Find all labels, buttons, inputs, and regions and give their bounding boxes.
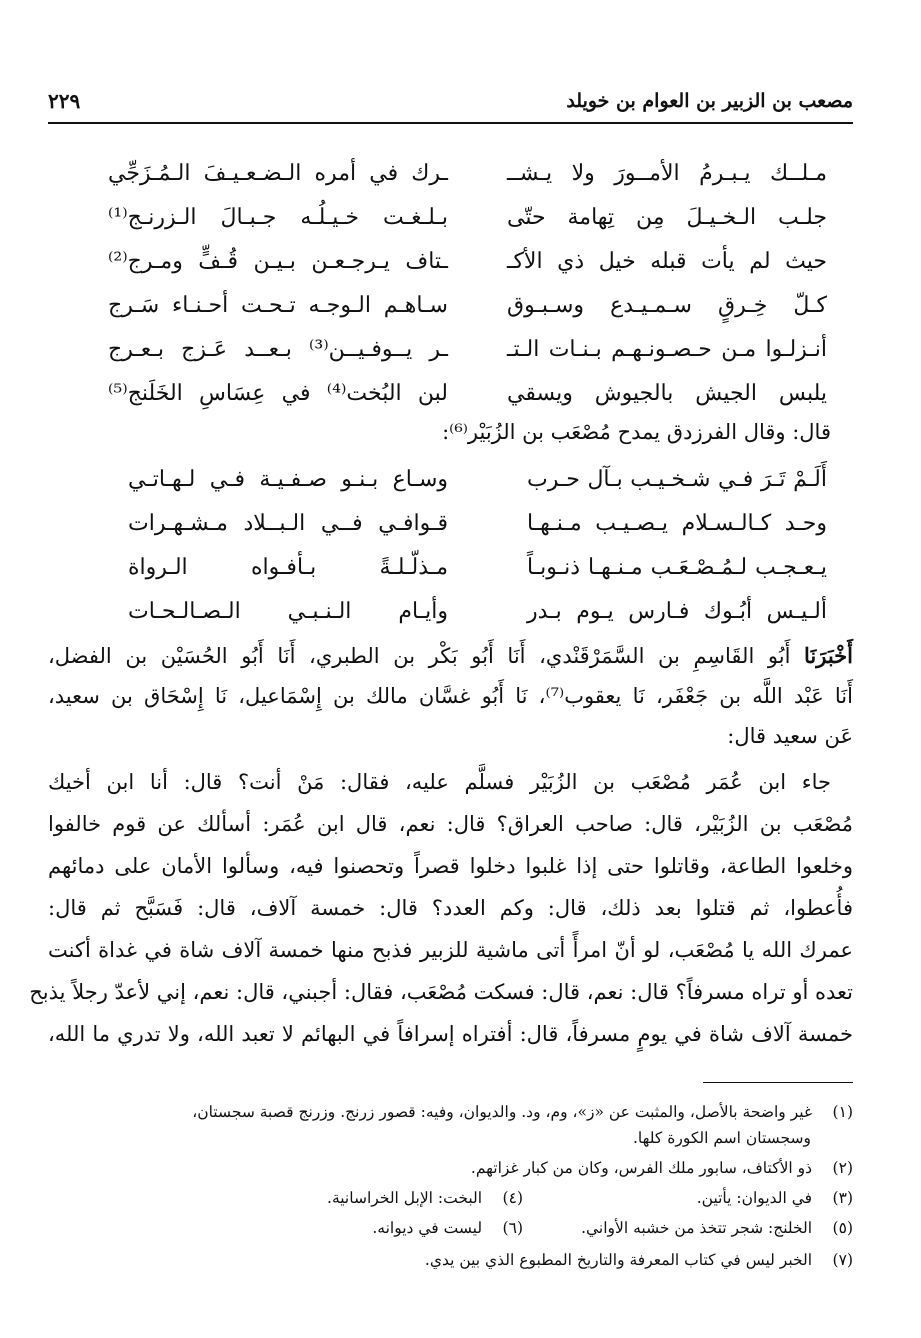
footnote-row-5-6 — [48, 1214, 853, 1242]
page-number: ٢٢٩ — [48, 89, 81, 113]
poem-2-intro: قال: وقال الفرزدق يمدح مُصْعَب بن الزُبَيْر⁽⁶⁾: — [442, 420, 831, 444]
footnote-text: البخت: الإبل الخراسانية. — [327, 1189, 483, 1207]
footnote-1-continued: وسجستان اسم الكورة كلها. — [633, 1129, 811, 1147]
verse-row — [48, 284, 853, 328]
footnote-text: ليست في ديوانه. — [372, 1219, 483, 1237]
narrative-line: جاء ابن عُمَر مُصْعَب بن الزُبَيْر فسلَّم عليه، فقال: مَنْ أنت؟ قال: أنا ابن أخيك — [48, 770, 831, 794]
verse-second-hemistich: ـر يــوفـيــن⁽³⁾ بـعــد عَـزج بـعـرج — [108, 337, 448, 362]
verse-first-hemistich: أَلَـمْ تَـرَ فـي شـخـيـب بـآل حـرب — [527, 467, 827, 492]
verse-row — [48, 328, 853, 372]
footnote-number: (٦) — [502, 1219, 523, 1237]
footnote-1 — [48, 1098, 853, 1126]
verse-second-hemistich: وسـاع بـنـو صـفـيـة فـي لـهـاتـي — [128, 467, 448, 492]
verse-row — [48, 458, 853, 502]
footnote-number: (٧) — [832, 1251, 853, 1269]
running-title: مصعب بن الزبير بن العوام بن خويلد — [566, 90, 853, 112]
verse-second-hemistich: لبن البُخت⁽⁴⁾ في عِسَاسِ الخَلَنج⁽⁵⁾ — [108, 381, 449, 406]
verse-row — [48, 590, 853, 634]
footnote-3 — [697, 1184, 853, 1212]
footnote-2 — [48, 1154, 853, 1182]
verse-first-hemistich: جلـب الـخـيـلَ مِن تِهامة حتّى — [507, 205, 827, 230]
verse-row — [48, 152, 853, 196]
verse-second-hemistich: بـلـغـت خـيـلُـه جـبـالَ الـزرنـج⁽¹⁾ — [108, 205, 448, 230]
footnote-text: ذو الأكتاف، سابور ملك الفرس، وكان من كبار غزاتهم. — [470, 1159, 813, 1177]
verse-first-hemistich: مـلــك يـبـرمُ الأمــورَ ولا يـشــ — [507, 161, 827, 186]
footnote-6 — [372, 1214, 523, 1242]
verse-row — [48, 240, 853, 284]
footnote-number: (٥) — [832, 1219, 853, 1237]
narrative-line: فأُعطوا، ثم قتلوا بعد ذلك، قال: وكم العدد؟ قال: خمسة آلاف، قال: فَسَبَّح ثم قال: — [48, 896, 853, 920]
verse-second-hemistich: قـوافـي فــي الـبــلاد مـشـهـرات — [128, 511, 448, 536]
narrative-line: عمرك الله يا مُصْعَب، لو أنّ امرأً أتى ماشية للزبير فذبح منها خمسة آلاف شاة في غداة أكنت — [48, 938, 853, 962]
footnote-text: الخلنج: شجر تتخذ من خشبه الأواني. — [581, 1219, 813, 1237]
footnote-number: (١) — [832, 1103, 853, 1121]
verse-row — [48, 546, 853, 590]
verse-first-hemistich: ألـيـس أبُـوك فـارس يـوم بـدر — [527, 599, 827, 624]
akhbarana-keyword: أَخْبَرَنَا — [804, 643, 853, 668]
verse-second-hemistich: ـرك في أمره الـضـعـيـفَ الـمُـزَجِّي — [108, 161, 448, 186]
verse-first-hemistich: حيث لم يأت قبله خيل ذي الأكـ — [507, 249, 827, 274]
verse-second-hemistich: وأيـام الـنـبـي الـصـالـحـات — [128, 599, 448, 624]
isnad-line: أَنَا عَبْد اللَّه بن جَعْفَر، نَا يعقوب⁽⁷⁾، نَا أَبُو غسَّان مالك بن إِسْمَاعيل، نَا إِسْحَاق بن سعيد، — [48, 684, 853, 708]
narrative-line: وخلعوا الطاعة، وقاتلوا حتى إذا غلبوا دخلوا قصراً وتحصنوا فيه، وسألوا الأمان على دمائهم — [48, 854, 853, 878]
footnote-number: (٣) — [832, 1189, 853, 1207]
footnote-number: (٢) — [832, 1159, 853, 1177]
footnote-text: في الديوان: يأتين. — [696, 1189, 813, 1207]
footnote-row-3-4 — [48, 1184, 853, 1212]
narrative-line: خمسة آلاف شاة في يومٍ مسرفاً، قال: أفتراه إسرافاً في البهائم لا تعبد الله، ولا تدري ما الله، — [48, 1022, 853, 1046]
verse-first-hemistich: يلبس الجيش بالجيوش ويسقي — [507, 381, 827, 406]
footnote-7 — [48, 1246, 853, 1274]
verse-row — [48, 502, 853, 546]
narrative-line: مُصْعَب بن الزُبَيْر، قال: صاحب العراق؟ قال: نعم، قال ابن عُمَر: أسألك عن قوم خالفوا — [48, 812, 853, 836]
page-header — [48, 84, 853, 124]
isnad-line: عَن سعيد قال: — [727, 724, 853, 748]
verse-second-hemistich: ـتاف يـرجـعـن بـيـن قُـفٍّ ومـرج⁽²⁾ — [108, 249, 448, 274]
verse-second-hemistich: سـاهـم الـوجـه تـحـت أحـنـاء سَـرج — [108, 293, 448, 318]
footnote-text: غير واضحة بالأصل، والمثبت عن «ز»، وم، ود. والديوان، وفيه: قصور زرنج. وزرنج قصبة سجستان، — [192, 1103, 813, 1121]
verse-first-hemistich: أنـزلـوا مـن حـصـونـهـم بـنـات الـتـ — [507, 337, 827, 362]
footnote-number: (٤) — [502, 1189, 523, 1207]
narrative-line: تعده أو تراه مسرفاً؟ قال: نعم، قال: فسكت مُصْعَب، فقال: أجبني، قال: نعم، إني لأعدّ رجلاً يذبح — [29, 980, 853, 1004]
verse-first-hemistich: يـعـجـب لـمُـصْـعَـب مـنـهـا ذنـوبـاً — [527, 555, 827, 580]
isnad-line: أَخْبَرَنَا أَبُو القَاسِمِ بن السَّمَرْقَنْدي، أَنَا أَبُو بَكْر بن الطبري، أَنَا أَبُو الحُسَيْن بن الفضل، — [48, 643, 853, 668]
footnote-text: الخبر ليس في كتاب المعرفة والتاريخ المطبوع الذي بين يدي. — [424, 1251, 813, 1269]
verse-row — [48, 372, 853, 416]
footnote-4 — [327, 1184, 523, 1212]
footnote-5 — [581, 1214, 853, 1242]
verse-row — [48, 196, 853, 240]
verse-first-hemistich: كـلّ خِـرقٍ سـمـيـدع وسـبـوق — [507, 293, 827, 318]
footnote-separator — [703, 1082, 853, 1083]
verse-first-hemistich: وحـد كـالـسـلام يـصـيـب مـنـهـا — [527, 511, 827, 536]
verse-second-hemistich: مـذلّـلـةً بـأفـواه الـرواة — [128, 555, 448, 580]
